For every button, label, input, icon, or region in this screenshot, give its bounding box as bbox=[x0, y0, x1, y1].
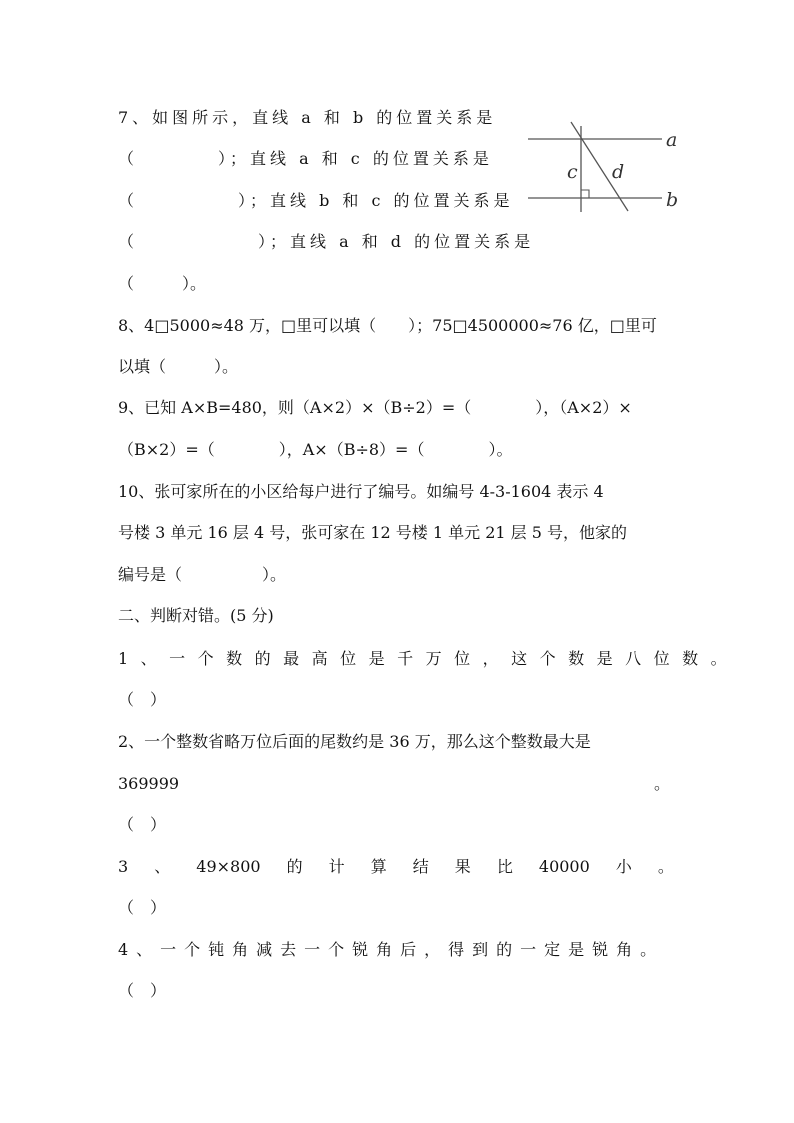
judge-3-part: 果 bbox=[454, 857, 471, 876]
judge-3-part: 3 bbox=[118, 857, 129, 876]
judge-3-part: 结 bbox=[412, 857, 429, 876]
judge-3-part: 的 bbox=[286, 857, 303, 876]
q8-line-1: 8、4□5000≈48 万，□里可以填（ ）；75□4500000≈76 亿，□里可 bbox=[118, 316, 657, 335]
q10-line-3: 编号是（ ）。 bbox=[118, 565, 287, 584]
q7-line-1: 7、如图所示，直线 a 和 b 的位置关系是 bbox=[118, 108, 497, 127]
judge-1-paren: （ ） bbox=[118, 690, 167, 709]
judge-2-paren: （ ） bbox=[118, 815, 167, 834]
q10-line-2: 号楼 3 单元 16 层 4 号，张可家在 12 号楼 1 单元 21 层 5 号，他家的 bbox=[118, 523, 628, 542]
label-a: a bbox=[666, 129, 678, 151]
judge-3-part: 49×800 bbox=[196, 857, 261, 876]
judge-3-part: 、 bbox=[154, 857, 171, 876]
judge-2-text: 2、一个整数省略万位后面的尾数约是 36 万，那么这个整数最大是 bbox=[118, 732, 591, 751]
judge-4-text: 4、一个钝角减去一个锐角后，得到的一定是锐角。 bbox=[118, 940, 665, 959]
section2-title: 二、判断对错。(5 分) bbox=[118, 606, 274, 625]
q10-line-1: 10、张可家所在的小区给每户进行了编号。如编号 4-3-1604 表示 4 bbox=[118, 482, 604, 501]
label-c: c bbox=[567, 161, 578, 183]
judge-3-part: 40000 bbox=[538, 857, 590, 876]
q7-line-2: （ ）；直线 a 和 c 的位置关系是 bbox=[118, 149, 493, 168]
judge-4-paren: （ ） bbox=[118, 981, 167, 1000]
judge-3-part: 计 bbox=[328, 857, 345, 876]
judge-1-text: 1、一个数的最高位是千万位，这个数是八位数。 bbox=[118, 649, 740, 668]
label-b: b bbox=[666, 189, 679, 211]
label-d: d bbox=[612, 161, 625, 183]
judge-3-part: 比 bbox=[496, 857, 513, 876]
judge-3-part: 算 bbox=[370, 857, 387, 876]
judge-2-period: 。 bbox=[654, 774, 671, 793]
q9-line-2: （B×2）=（ ），A×（B÷8）=（ ）。 bbox=[118, 440, 513, 459]
q7-line-4: （ ）；直线 a 和 d 的位置关系是 bbox=[118, 232, 535, 251]
q8-line-2: 以填（ ）。 bbox=[118, 357, 239, 376]
right-angle-mark bbox=[581, 190, 589, 198]
lines-figure bbox=[520, 112, 690, 222]
judge-3-part: 。 bbox=[657, 857, 674, 876]
judge-3-paren: （ ） bbox=[118, 898, 167, 917]
judge-3-text bbox=[118, 857, 674, 877]
judge-2-number: 369999 bbox=[118, 774, 180, 793]
q7-line-5: （ ）。 bbox=[118, 274, 207, 293]
q9-line-1: 9、已知 A×B=480，则（A×2）×（B÷2）=（ ），（A×2）× bbox=[118, 398, 632, 417]
q7-line-3: （ ）；直线 b 和 c 的位置关系是 bbox=[118, 191, 514, 210]
judge-3-part: 小 bbox=[615, 857, 632, 876]
